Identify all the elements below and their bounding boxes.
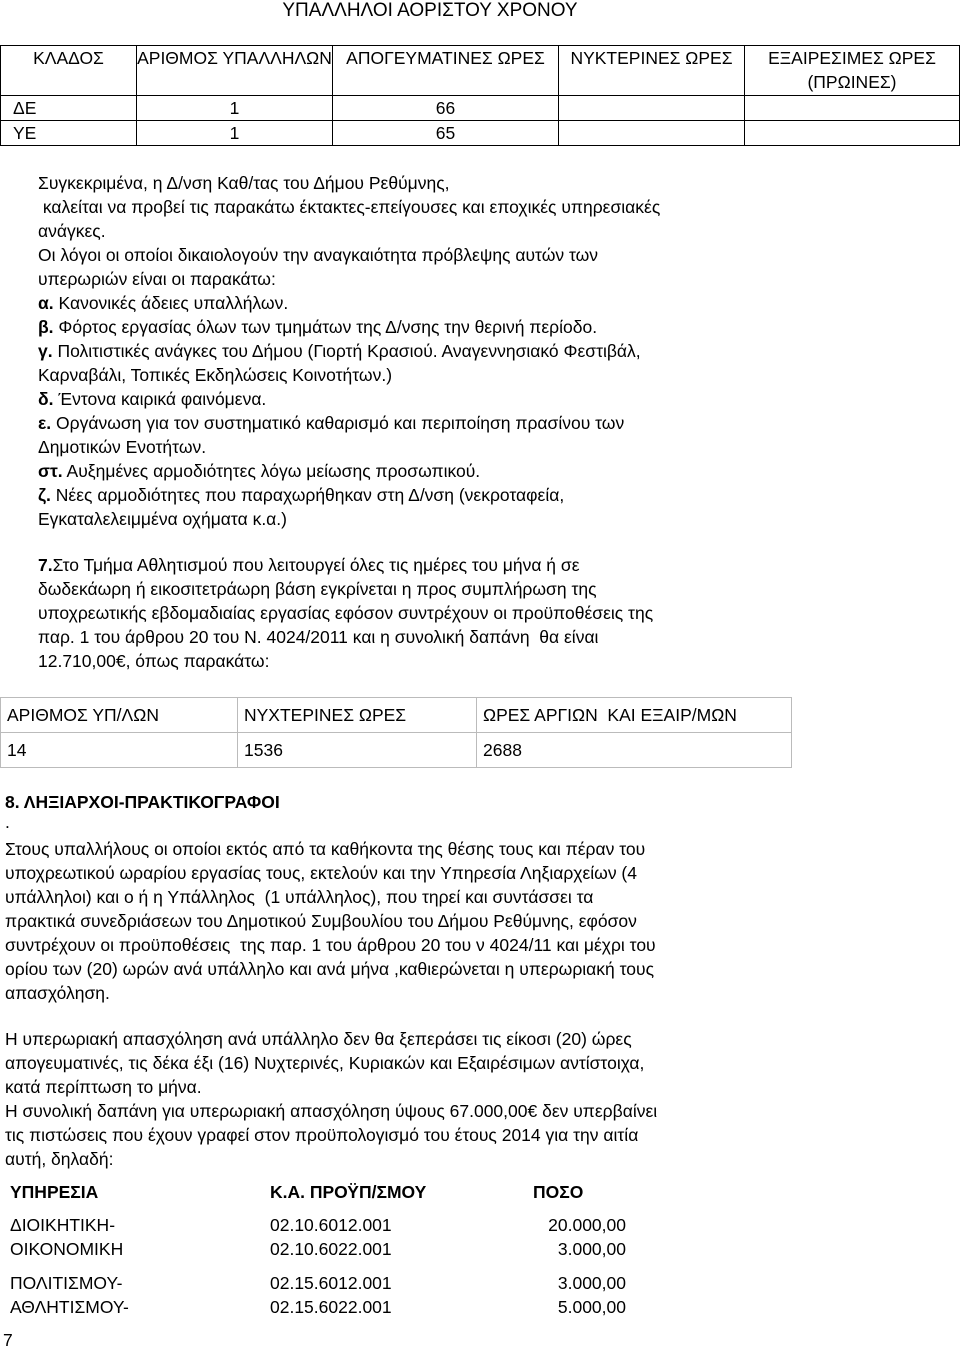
paragraph-number: 7. [38, 555, 53, 575]
table-header-row [1, 698, 792, 733]
budget-header-amount: ΠΟΣΟ [533, 1182, 584, 1202]
budget-row-service [10, 1213, 123, 1261]
reason-item [38, 387, 790, 411]
body-text-line: υποχρεωτικού ωραρίου εργασίας τους, εκτελούν και την Υπηρεσία Ληξιαρχείων (4 [5, 863, 637, 883]
section-8-paragraph-2 [5, 1027, 789, 1171]
body-text-line: καλείται να προβεί τις παρακάτω έκτακτες-επείγουσες και εποχικές υπηρεσιακές [38, 197, 661, 217]
table-cell: ΔΕ [1, 96, 137, 121]
header-cell: ΩΡΕΣ ΑΡΓΙΩΝ ΚΑΙ ΕΞΑΙΡ/ΜΩΝ [477, 698, 792, 733]
body-text-line: Η συνολική δαπάνη για υπερωριακή απασχόληση ύψους 67.000,00€ δεν υπερβαίνει [5, 1101, 658, 1121]
body-text-line: απασχόληση. [5, 983, 110, 1003]
section-8-dot: . [5, 812, 10, 832]
reason-label: ε. [38, 413, 52, 433]
reason-text: Φόρτος εργασίας όλων των τμημάτων της Δ/νσης την θερινή περίοδο. [53, 317, 598, 337]
body-text-line: τις πιστώσεις που έχουν γραφεί στον προϋπολογισμό του έτους 2014 για την αιτία [5, 1125, 639, 1145]
paragraph-7-line: παρ. 1 του άρθρου 20 του Ν. 4024/2011 και η συνολική δαπάνη θα είναι [38, 627, 599, 647]
reason-text: Πολιτιστικές ανάγκες του Δήμου (Γιορτή Κρασιού. Αναγεννησιακό Φεστιβάλ, [52, 341, 641, 361]
service-name-line: ΠΟΛΙΤΙΣΜΟΥ- [10, 1273, 123, 1293]
reason-text: Αυξημένες αρμοδιότητες λόγω μείωσης προσωπικού. [62, 461, 481, 481]
table-cell: 66 [333, 96, 559, 121]
reason-item [38, 363, 790, 387]
budget-code: 02.10.6022.001 [270, 1239, 392, 1259]
page-title: ΥΠΑΛΛΗΛΟΙ ΑΟΡΙΣΤΟΥ ΧΡΟΝΟΥ [282, 0, 578, 21]
header-cell: ΝΥΚΤΕΡΙΝΕΣ ΩΡΕΣ [559, 46, 745, 96]
table-row [1, 96, 960, 121]
reason-item [38, 291, 790, 315]
reason-label: δ. [38, 389, 54, 409]
table-cell [745, 96, 960, 121]
header-cell: ΑΡΙΘΜΟΣ ΥΠΑΛΛΗΛΩΝ [137, 46, 333, 96]
reason-item [38, 339, 790, 363]
table-cell: 1 [137, 121, 333, 146]
budget-row-codes [270, 1213, 392, 1261]
table-row [1, 733, 792, 768]
reason-item [38, 459, 790, 483]
table-header-row [1, 46, 960, 96]
budget-row-amounts [500, 1271, 626, 1319]
budget-header-code: Κ.Α. ΠΡΟΫΠ/ΣΜΟΥ [270, 1182, 427, 1202]
table-cell: 1 [137, 96, 333, 121]
table-row [1, 121, 960, 146]
table-cell [559, 96, 745, 121]
reason-item [38, 507, 790, 531]
section-8-paragraph-1 [5, 837, 789, 1005]
reason-label: β. [38, 317, 54, 337]
table-cell: ΥΕ [1, 121, 137, 146]
reason-item [38, 315, 790, 339]
reason-text: Κανονικές άδειες υπαλλήλων. [53, 293, 289, 313]
budget-amount: 5.000,00 [557, 1297, 626, 1317]
body-text-line: αυτή, δηλαδή: [5, 1149, 114, 1169]
budget-row-service [10, 1271, 129, 1319]
service-name-line: ΔΙΟΙΚΗΤΙΚΗ- [10, 1215, 116, 1235]
reason-item [38, 411, 790, 435]
body-text-line: κατά περίπτωση το μήνα. [5, 1077, 202, 1097]
reason-label: α. [38, 293, 54, 313]
reason-text: Καρναβάλι, Τοπικές Εκδηλώσεις Κοινοτήτων.) [38, 365, 393, 385]
header-cell: ΕΞΑΙΡΕΣΙΜΕΣ ΩΡΕΣ (ΠΡΩΙΝΕΣ) [745, 46, 960, 96]
reason-text: Νέες αρμοδιότητες που παραχωρήθηκαν στη Δ/νση (νεκροταφεία, [50, 485, 565, 505]
header-cell: ΚΛΑΔΟΣ [1, 46, 137, 96]
body-text-line: υπάλληλοι) και ο ή η Υπάλληλος (1 υπάλληλος), που τηρεί και συντάσσει τα [5, 887, 594, 907]
header-cell: ΑΠΟΓΕΥΜΑΤΙΝΕΣ ΩΡΕΣ [333, 46, 559, 96]
table-cell: 1536 [238, 733, 477, 768]
reason-label: στ. [38, 461, 63, 481]
body-text-line: υπερωριών είναι οι παρακάτω: [38, 269, 276, 289]
sports-overtime-table [0, 697, 792, 768]
header-cell: ΑΡΙΘΜΟΣ ΥΠ/ΛΩΝ [1, 698, 238, 733]
service-name-line: ΑΘΛΗΤΙΣΜΟΥ- [10, 1297, 129, 1317]
reason-text: Δημοτικών Ενοτήτων. [38, 437, 207, 457]
body-text-line: Συγκεκριμένα, η Δ/νση Καθ/τας του Δήμου Ρεθύμνης, [38, 173, 450, 193]
reason-item [38, 435, 790, 459]
body-text-line: ορίου των (20) ωρών ανά υπάλληλο και ανά μήνα ,καθιερώνεται η υπερωριακή τους [5, 959, 655, 979]
reason-label: ζ. [38, 485, 51, 505]
paragraph-7-line: δωδεκάωρη ή εικοσιτετράωρη βάση εγκρίνεται η προς συμπλήρωση της [38, 579, 597, 599]
paragraph-text: Στο Τμήμα Αθλητισμού που λειτουργεί όλες τις ημέρες του μήνα ή σε [52, 555, 580, 575]
budget-header-service: ΥΠΗΡΕΣΙΑ [10, 1182, 99, 1202]
table-cell: 14 [1, 733, 238, 768]
budget-code: 02.10.6012.001 [270, 1215, 392, 1235]
budget-amount: 3.000,00 [557, 1273, 626, 1293]
reason-text: Έντονα καιρικά φαινόμενα. [53, 389, 267, 409]
reason-text: Οργάνωση για τον συστηματικό καθαρισμό και περιποίηση πρασίνου των [51, 413, 625, 433]
table-cell [745, 121, 960, 146]
body-text-line: πρακτικά συνεδριάσεων του Δημοτικού Συμβουλίου του Δήμου Ρεθύμνης, εφόσον [5, 911, 637, 931]
paragraph-7-line: υποχρεωτικής εβδομαδιαίας εργασίας εφόσον συντρέχουν οι προϋποθέσεις της [38, 603, 654, 623]
reason-label: γ. [38, 341, 53, 361]
table-cell [559, 121, 745, 146]
section-8-heading: 8. ΛΗΞΙΑΡΧΟΙ-ΠΡΑΚΤΙΚΟΓΡΑΦΟΙ [5, 792, 280, 812]
body-text-line: Στους υπαλλήλους οι οποίοι εκτός από τα καθήκοντα της θέσης τους και πέραν του [5, 839, 646, 859]
table-cell: 2688 [477, 733, 792, 768]
budget-code: 02.15.6022.001 [270, 1297, 392, 1317]
paragraph-7-line [38, 553, 790, 577]
paragraph-7-line: 12.710,00€, όπως παρακάτω: [38, 651, 270, 671]
page-number: 7 [3, 1330, 13, 1350]
body-text-line: Οι λόγοι οι οποίοι δικαιολογούν την αναγκαιότητα πρόβλεψης αυτών των [38, 245, 599, 265]
header-cell: ΝΥΧΤΕΡΙΝΕΣ ΩΡΕΣ [238, 698, 477, 733]
body-text-line: ανάγκες. [38, 221, 106, 241]
budget-row-codes [270, 1271, 392, 1319]
body-text-line: Η υπερωριακή απασχόληση ανά υπάλληλο δεν θα ξεπεράσει τις είκοσι (20) ώρες [5, 1029, 632, 1049]
table-cell: 65 [333, 121, 559, 146]
overtime-table [0, 45, 960, 146]
budget-row-amounts [500, 1213, 626, 1261]
reason-text: Εγκαταλελειμμένα οχήματα κ.α.) [38, 509, 287, 529]
budget-amount: 3.000,00 [557, 1239, 626, 1259]
budget-code: 02.15.6012.001 [270, 1273, 392, 1293]
service-name-line: ΟΙΚΟΝΟΜΙΚΗ [10, 1239, 124, 1259]
budget-amount: 20.000,00 [548, 1215, 626, 1235]
reason-item [38, 483, 790, 507]
body-text-line: συντρέχουν οι προϋποθέσεις της παρ. 1 του άρθρου 20 του ν 4024/11 και μέχρι του [5, 935, 656, 955]
body-text-line: απογευματινές, τις δέκα έξι (16) Νυχτερινές, Κυριακών και Εξαιρέσιμων αντίστοιχα, [5, 1053, 645, 1073]
